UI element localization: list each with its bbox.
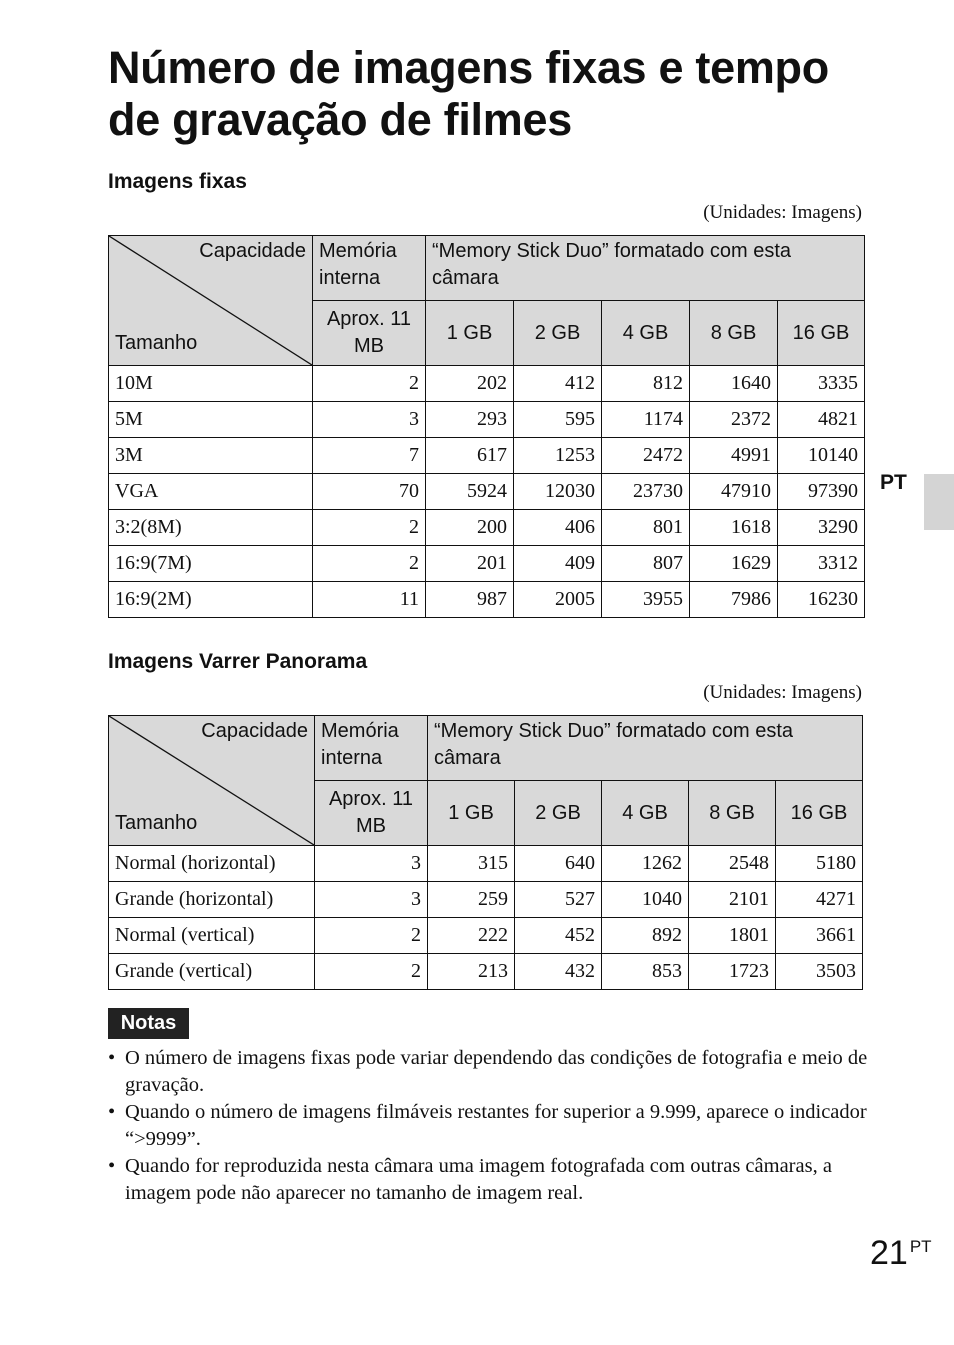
page-number <box>870 1234 932 1273</box>
table-row <box>109 582 865 618</box>
count-cell: 200 <box>426 510 514 546</box>
capacity-header: Aprox. 11 MB <box>313 301 426 366</box>
size-cell: Normal (horizontal) <box>109 846 315 882</box>
capacity-header: 8 GB <box>689 781 776 846</box>
size-cell: VGA <box>109 474 313 510</box>
count-cell: 201 <box>426 546 514 582</box>
count-cell: 452 <box>515 918 602 954</box>
count-cell: 987 <box>426 582 514 618</box>
count-cell: 12030 <box>514 474 602 510</box>
count-cell: 7986 <box>690 582 778 618</box>
count-cell: 16230 <box>778 582 865 618</box>
count-cell: 5924 <box>426 474 514 510</box>
count-cell: 3 <box>315 846 428 882</box>
table-row <box>109 954 863 990</box>
count-cell: 1629 <box>690 546 778 582</box>
count-cell: 1723 <box>689 954 776 990</box>
memory-stick-header: “Memory Stick Duo” formatado com esta câmara <box>426 236 865 301</box>
still-images-table <box>108 235 865 618</box>
language-tab-label: PT <box>880 471 907 494</box>
size-cell: 5M <box>109 402 313 438</box>
count-cell: 2 <box>313 366 426 402</box>
table-row <box>109 918 863 954</box>
count-cell: 10140 <box>778 438 865 474</box>
count-cell: 409 <box>514 546 602 582</box>
size-cell: Grande (vertical) <box>109 954 315 990</box>
title-line-2: de gravação de filmes <box>108 94 572 145</box>
capacity-header: Aprox. 11 MB <box>315 781 428 846</box>
count-cell: 801 <box>602 510 690 546</box>
count-cell: 617 <box>426 438 514 474</box>
count-cell: 4271 <box>776 882 863 918</box>
capacity-header: 8 GB <box>690 301 778 366</box>
count-cell: 1262 <box>602 846 689 882</box>
size-cell: 16:9(2M) <box>109 582 313 618</box>
capacity-header: 2 GB <box>514 301 602 366</box>
count-cell: 3312 <box>778 546 865 582</box>
capacity-header: 4 GB <box>602 781 689 846</box>
count-cell: 3503 <box>776 954 863 990</box>
count-cell: 70 <box>313 474 426 510</box>
size-label: Tamanho <box>115 812 198 834</box>
title-line-1: Número de imagens fixas e tempo <box>108 42 829 93</box>
count-cell: 640 <box>515 846 602 882</box>
count-cell: 1640 <box>690 366 778 402</box>
note-item: • O número de imagens fixas pode variar dependendo das condições de fotografia e meio de gravação. <box>108 1045 868 1099</box>
count-cell: 315 <box>428 846 515 882</box>
table-row <box>109 438 865 474</box>
count-cell: 432 <box>515 954 602 990</box>
note-item: • Quando for reproduzida nesta câmara uma imagem fotografada com outras câmaras, a imagem pode não aparecer no tamanho de imagem real. <box>108 1153 868 1207</box>
count-cell: 3955 <box>602 582 690 618</box>
table-row <box>109 510 865 546</box>
count-cell: 527 <box>515 882 602 918</box>
panorama-heading: Imagens Varrer Panorama <box>108 650 368 673</box>
count-cell: 3290 <box>778 510 865 546</box>
count-cell: 853 <box>602 954 689 990</box>
note-item: • Quando o número de imagens filmáveis restantes for superior a 9.999, aparece o indicador “>9999”. <box>108 1099 868 1153</box>
corner-header <box>109 236 313 366</box>
count-cell: 47910 <box>690 474 778 510</box>
table-row <box>109 474 865 510</box>
capacity-header: 1 GB <box>428 781 515 846</box>
count-cell: 3335 <box>778 366 865 402</box>
size-cell: Normal (vertical) <box>109 918 315 954</box>
corner-header <box>109 716 315 846</box>
count-cell: 293 <box>426 402 514 438</box>
count-cell: 2 <box>315 954 428 990</box>
count-cell: 2472 <box>602 438 690 474</box>
size-cell: Grande (horizontal) <box>109 882 315 918</box>
count-cell: 595 <box>514 402 602 438</box>
count-cell: 4821 <box>778 402 865 438</box>
count-cell: 892 <box>602 918 689 954</box>
count-cell: 3 <box>315 882 428 918</box>
count-cell: 11 <box>313 582 426 618</box>
count-cell: 7 <box>313 438 426 474</box>
size-cell: 3:2(8M) <box>109 510 313 546</box>
count-cell: 3661 <box>776 918 863 954</box>
capacity-header: 16 GB <box>776 781 863 846</box>
capacity-header: 1 GB <box>426 301 514 366</box>
capacity-label: Capacidade <box>199 240 306 262</box>
count-cell: 3 <box>313 402 426 438</box>
count-cell: 807 <box>602 546 690 582</box>
count-cell: 2372 <box>690 402 778 438</box>
still-images-units: (Unidades: Imagens) <box>703 202 862 223</box>
count-cell: 406 <box>514 510 602 546</box>
internal-memory-header: Memória interna <box>313 236 426 301</box>
count-cell: 23730 <box>602 474 690 510</box>
table-row <box>109 366 865 402</box>
table-row <box>109 546 865 582</box>
count-cell: 412 <box>514 366 602 402</box>
page-number-suffix: PT <box>909 1237 932 1256</box>
capacity-header: 4 GB <box>602 301 690 366</box>
count-cell: 2101 <box>689 882 776 918</box>
count-cell: 4991 <box>690 438 778 474</box>
size-cell: 10M <box>109 366 313 402</box>
size-label: Tamanho <box>115 332 198 354</box>
capacity-label: Capacidade <box>201 720 308 742</box>
count-cell: 5180 <box>776 846 863 882</box>
count-cell: 812 <box>602 366 690 402</box>
count-cell: 2 <box>313 510 426 546</box>
capacity-header: 16 GB <box>778 301 865 366</box>
count-cell: 202 <box>426 366 514 402</box>
count-cell: 1040 <box>602 882 689 918</box>
count-cell: 1253 <box>514 438 602 474</box>
page-number-value: 21 <box>870 1234 908 1272</box>
table-row <box>109 882 863 918</box>
count-cell: 97390 <box>778 474 865 510</box>
count-cell: 222 <box>428 918 515 954</box>
count-cell: 2548 <box>689 846 776 882</box>
size-cell: 16:9(7M) <box>109 546 313 582</box>
count-cell: 259 <box>428 882 515 918</box>
panorama-units: (Unidades: Imagens) <box>703 682 862 703</box>
size-cell: 3M <box>109 438 313 474</box>
notes-list <box>108 1045 868 1207</box>
panorama-table <box>108 715 863 990</box>
capacity-header: 2 GB <box>515 781 602 846</box>
count-cell: 2005 <box>514 582 602 618</box>
count-cell: 213 <box>428 954 515 990</box>
internal-memory-header: Memória interna <box>315 716 428 781</box>
count-cell: 1174 <box>602 402 690 438</box>
count-cell: 1801 <box>689 918 776 954</box>
page-title <box>108 42 888 146</box>
memory-stick-header: “Memory Stick Duo” formatado com esta câmara <box>428 716 863 781</box>
table-row <box>109 846 863 882</box>
table-row <box>109 402 865 438</box>
notes-badge: Notas <box>108 1008 189 1039</box>
count-cell: 2 <box>315 918 428 954</box>
language-side-tab <box>924 474 954 530</box>
count-cell: 1618 <box>690 510 778 546</box>
count-cell: 2 <box>313 546 426 582</box>
still-images-heading: Imagens fixas <box>108 170 247 193</box>
